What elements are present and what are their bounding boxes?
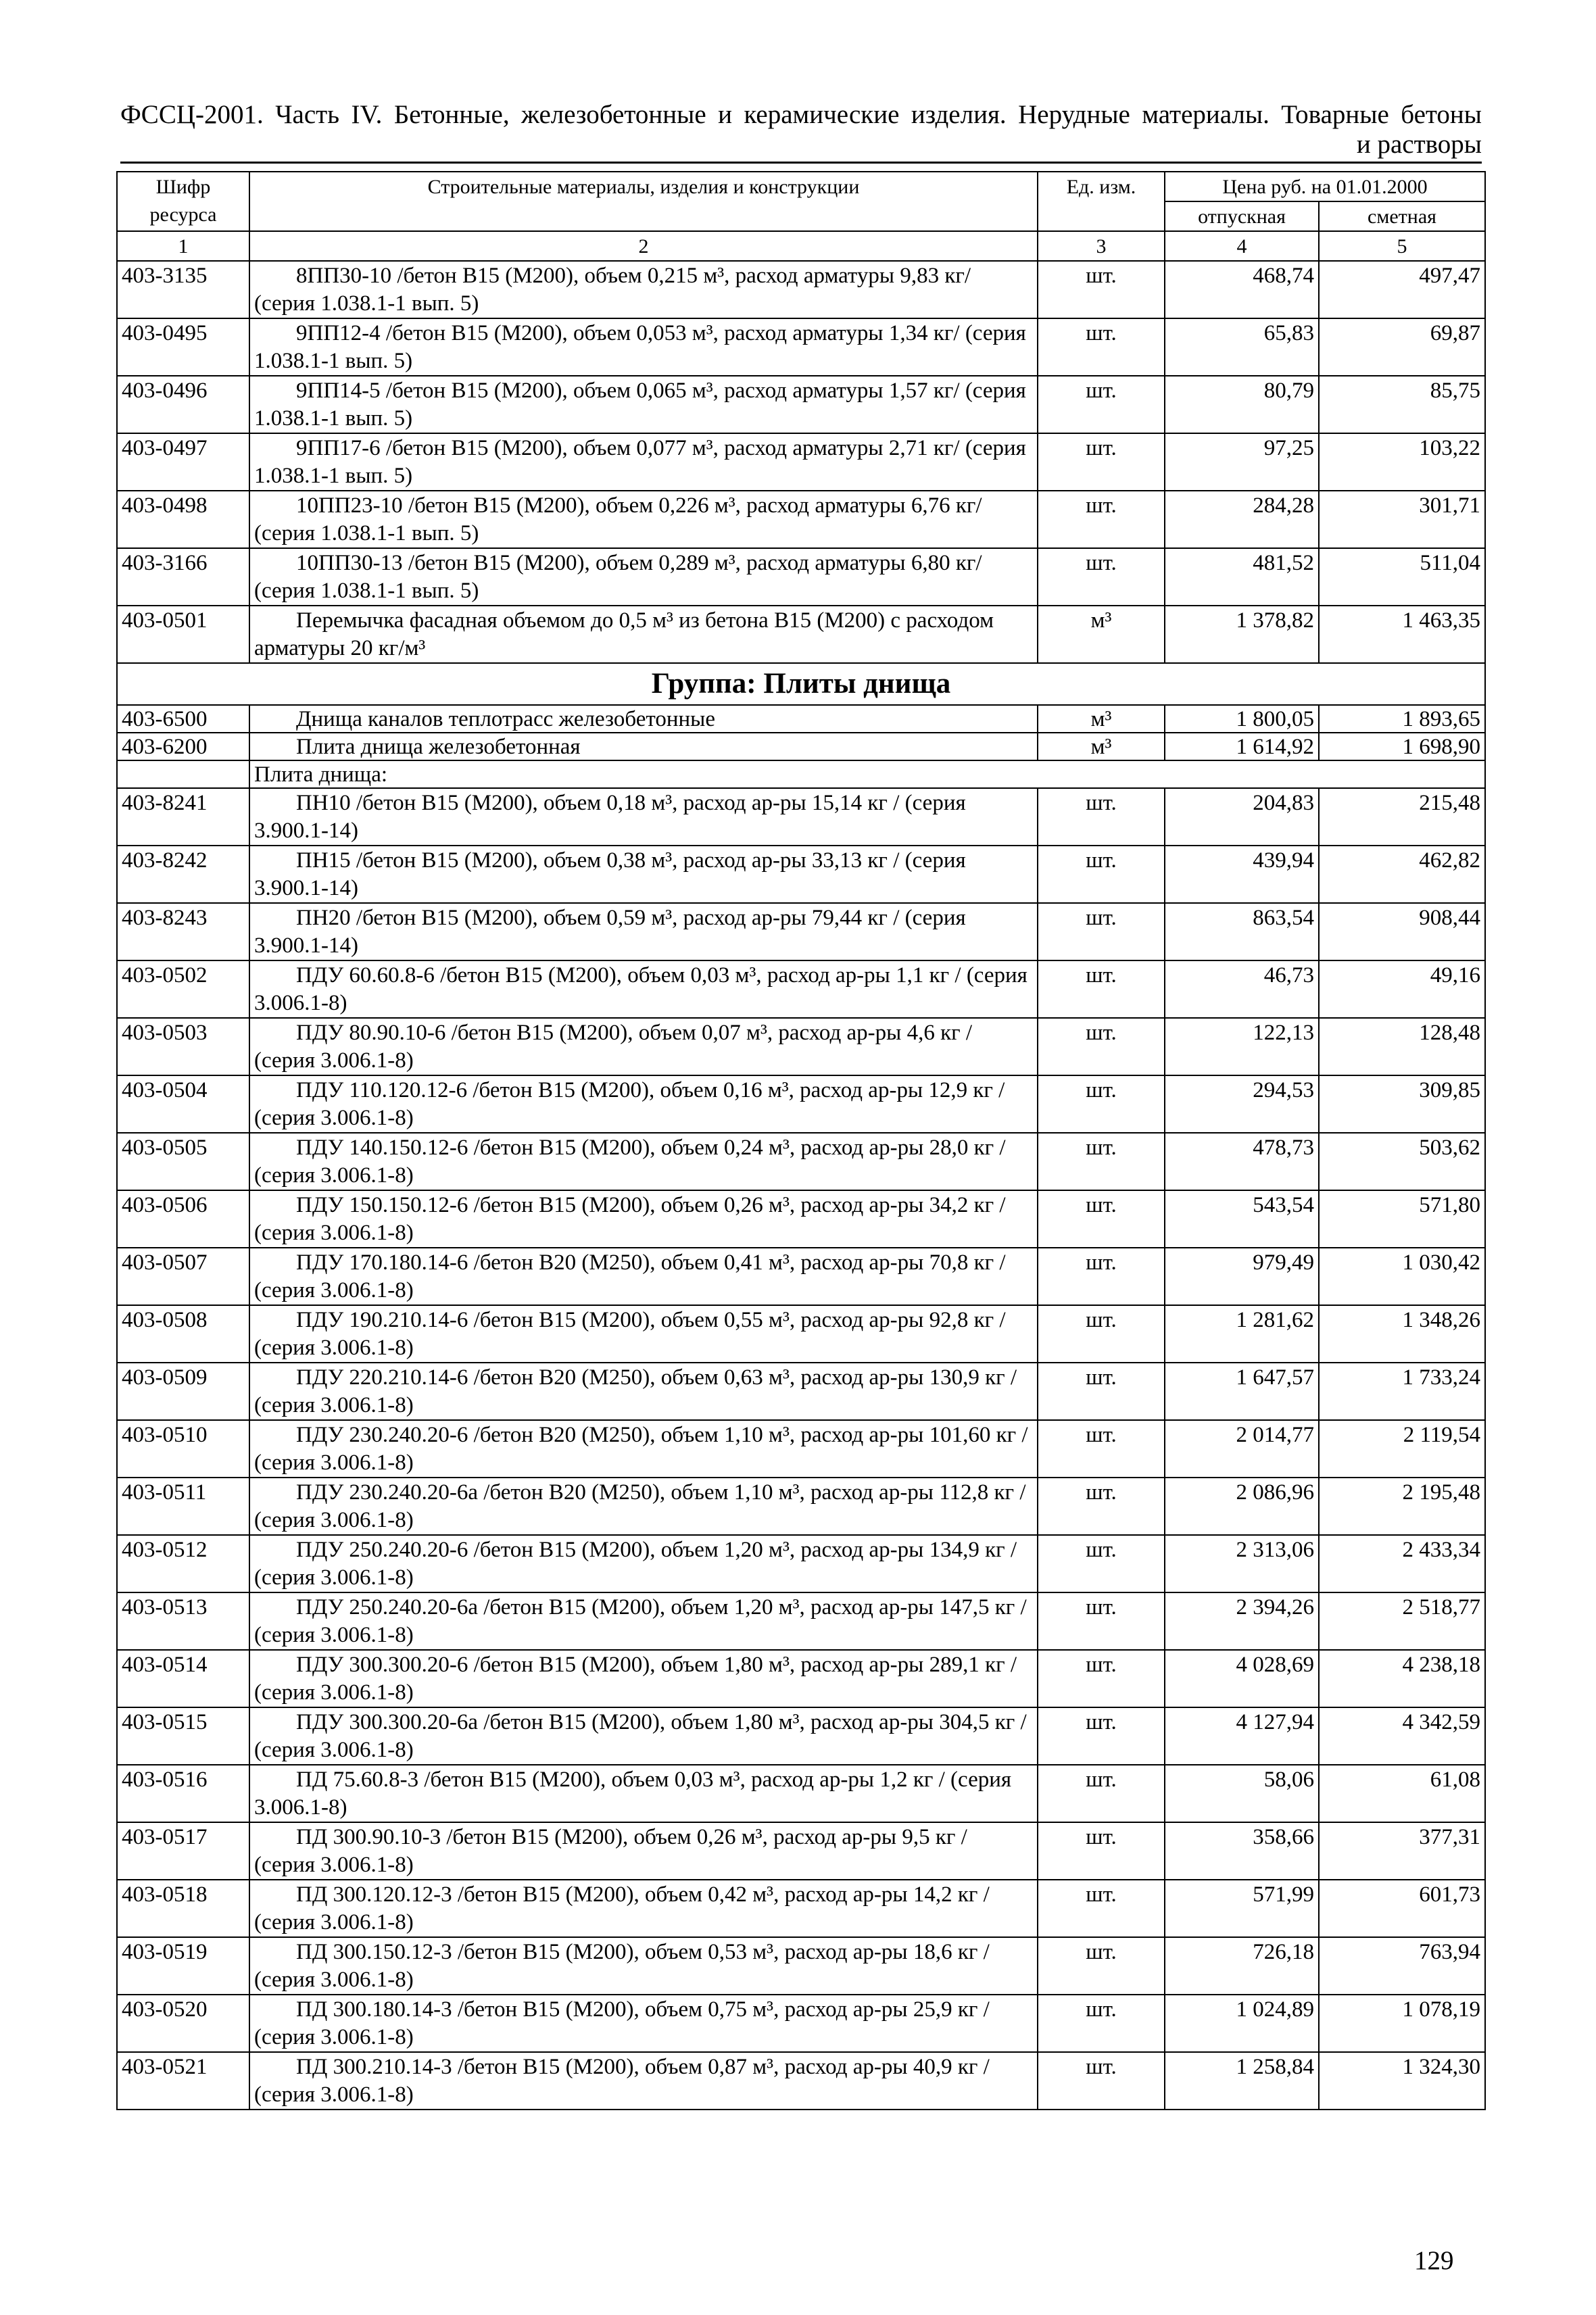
table-row: [117, 1937, 1485, 1995]
estimate-price: 1 893,65: [1319, 705, 1485, 733]
release-price: 358,66: [1165, 1822, 1319, 1880]
unit-of-measure: м³: [1038, 705, 1165, 733]
table-row: [117, 1248, 1485, 1305]
material-description-text: ПД 300.180.14-3 /бетон B15 (М200), объем 0,75 м³, расход ар-ры 25,9 кг / (серия 3.006.1-8): [254, 1997, 990, 2049]
unit-of-measure: шт.: [1038, 1995, 1165, 2052]
table-row: [117, 491, 1485, 548]
resource-code: 403-0503: [117, 1018, 249, 1075]
material-description-text: Плита днища железобетонная: [296, 735, 581, 759]
material-description: [249, 1880, 1038, 1937]
table-row: [117, 606, 1485, 663]
resource-code: 403-0496: [117, 376, 249, 433]
resource-code: 403-0502: [117, 960, 249, 1018]
material-description-text: 8ПП30-10 /бетон B15 (М200), объем 0,215 м³, расход арматуры 9,83 кг/ (серия 1.038.1-1 вып. 5): [254, 264, 971, 316]
unit-of-measure: шт.: [1038, 1592, 1165, 1650]
column-header-unit: Ед. изм.: [1038, 172, 1165, 231]
unit-of-measure: шт.: [1038, 1880, 1165, 1937]
resource-code: 403-0512: [117, 1535, 249, 1592]
unit-of-measure: шт.: [1038, 433, 1165, 491]
table-row: [117, 846, 1485, 903]
page-header: [120, 100, 1482, 160]
material-description-text: ПД 300.120.12-3 /бетон B15 (М200), объем 0,42 м³, расход ар-ры 14,2 кг / (серия 3.006.1-8): [254, 1882, 990, 1934]
material-description: [249, 318, 1038, 376]
material-description: [249, 788, 1038, 846]
material-description: [249, 1650, 1038, 1707]
unit-of-measure: м³: [1038, 606, 1165, 663]
resource-code: 403-3166: [117, 548, 249, 606]
unit-of-measure: шт.: [1038, 1363, 1165, 1420]
estimate-price: 1 324,30: [1319, 2052, 1485, 2110]
material-description: [249, 376, 1038, 433]
table-row: [117, 1018, 1485, 1075]
material-description-text: ПД 300.150.12-3 /бетон B15 (М200), объем 0,53 м³, расход ар-ры 18,6 кг / (серия 3.006.1-8): [254, 1940, 990, 1992]
release-price: 294,53: [1165, 1075, 1319, 1133]
release-price: 979,49: [1165, 1248, 1319, 1305]
table-row: [117, 903, 1485, 960]
material-description: [249, 1363, 1038, 1420]
estimate-price: 85,75: [1319, 376, 1485, 433]
release-price: 2 394,26: [1165, 1592, 1319, 1650]
release-price: 439,94: [1165, 846, 1319, 903]
material-description: [249, 1190, 1038, 1248]
unit-of-measure: шт.: [1038, 1937, 1165, 1995]
material-description: [249, 1420, 1038, 1478]
material-description: [249, 606, 1038, 663]
table-header-row: [117, 172, 1485, 201]
estimate-price: 4 238,18: [1319, 1650, 1485, 1707]
material-description: [249, 1248, 1038, 1305]
material-description-text: 9ПП14-5 /бетон B15 (М200), объем 0,065 м³, расход арматуры 1,57 кг/ (серия 1.038.1-1 вып. 5): [254, 379, 1026, 431]
material-description: [249, 705, 1038, 733]
release-price: 571,99: [1165, 1880, 1319, 1937]
resource-code: 403-0518: [117, 1880, 249, 1937]
price-table: [116, 171, 1486, 2110]
unit-of-measure: шт.: [1038, 1248, 1165, 1305]
column-header-name: Строительные материалы, изделия и конструкции: [249, 172, 1038, 231]
column-number: 4: [1165, 231, 1319, 261]
material-description-text: ПДУ 300.300.20-6 /бетон B15 (М200), объем 1,80 м³, расход ар-ры 289,1 кг / (серия 3.006.1-8): [254, 1653, 1017, 1705]
material-description-text: 10ПП30-13 /бетон B15 (М200), объем 0,289 м³, расход арматуры 6,80 кг/ (серия 1.038.1-1 вып. 5): [254, 551, 982, 603]
resource-code: 403-6200: [117, 733, 249, 760]
estimate-price: 1 078,19: [1319, 1995, 1485, 2052]
release-price: 1 024,89: [1165, 1995, 1319, 2052]
release-price: 726,18: [1165, 1937, 1319, 1995]
unit-of-measure: шт.: [1038, 1305, 1165, 1363]
estimate-price: 377,31: [1319, 1822, 1485, 1880]
unit-of-measure: шт.: [1038, 491, 1165, 548]
resource-code: 403-0509: [117, 1363, 249, 1420]
release-price: 97,25: [1165, 433, 1319, 491]
material-description: [249, 1995, 1038, 2052]
estimate-price: 908,44: [1319, 903, 1485, 960]
material-description: [249, 261, 1038, 318]
release-price: 1 800,05: [1165, 705, 1319, 733]
table-row: [117, 376, 1485, 433]
material-description: [249, 1592, 1038, 1650]
column-number: 3: [1038, 231, 1165, 261]
estimate-price: 1 348,26: [1319, 1305, 1485, 1363]
resource-code: 403-0501: [117, 606, 249, 663]
release-price: 204,83: [1165, 788, 1319, 846]
resource-code: 403-0506: [117, 1190, 249, 1248]
unit-of-measure: шт.: [1038, 1478, 1165, 1535]
table-row: [117, 1075, 1485, 1133]
table-row: [117, 960, 1485, 1018]
release-price: 58,06: [1165, 1765, 1319, 1822]
resource-code: 403-0519: [117, 1937, 249, 1995]
estimate-price: 309,85: [1319, 1075, 1485, 1133]
table-row: [117, 433, 1485, 491]
release-price: 80,79: [1165, 376, 1319, 433]
resource-code: 403-0516: [117, 1765, 249, 1822]
unit-of-measure: шт.: [1038, 1535, 1165, 1592]
column-header-estimate: сметная: [1319, 201, 1485, 231]
estimate-price: 511,04: [1319, 548, 1485, 606]
unit-of-measure: шт.: [1038, 1190, 1165, 1248]
material-description: [249, 1478, 1038, 1535]
estimate-price: 2 195,48: [1319, 1478, 1485, 1535]
estimate-price: 69,87: [1319, 318, 1485, 376]
release-price: 478,73: [1165, 1133, 1319, 1190]
estimate-price: 497,47: [1319, 261, 1485, 318]
estimate-price: 2 119,54: [1319, 1420, 1485, 1478]
estimate-price: 2 433,34: [1319, 1535, 1485, 1592]
material-description-text: ПДУ 230.240.20-6 /бетон B20 (М250), объем 1,10 м³, расход ар-ры 101,60 кг / (серия 3.006.1-8): [254, 1423, 1028, 1475]
estimate-price: 1 698,90: [1319, 733, 1485, 760]
material-description-text: ПДУ 250.240.20-6 /бетон B15 (М200), объем 1,20 м³, расход ар-ры 134,9 кг / (серия 3.006.1-8): [254, 1538, 1017, 1590]
release-price: 122,13: [1165, 1018, 1319, 1075]
unit-of-measure: шт.: [1038, 1133, 1165, 1190]
material-description: [249, 733, 1038, 760]
material-description: [249, 1707, 1038, 1765]
material-description: [249, 1133, 1038, 1190]
table-row: [117, 1650, 1485, 1707]
material-description-text: ПДУ 110.120.12-6 /бетон B15 (М200), объем 0,16 м³, расход ар-ры 12,9 кг / (серия 3.006.1-8): [254, 1078, 1005, 1130]
estimate-price: 1 463,35: [1319, 606, 1485, 663]
release-price: 1 378,82: [1165, 606, 1319, 663]
material-description: [249, 1018, 1038, 1075]
resource-code: 403-0513: [117, 1592, 249, 1650]
table-row: [117, 1133, 1485, 1190]
unit-of-measure: шт.: [1038, 1707, 1165, 1765]
estimate-price: 49,16: [1319, 960, 1485, 1018]
material-description: [249, 1937, 1038, 1995]
release-price: 2 313,06: [1165, 1535, 1319, 1592]
group-title: Группа: Плиты днища: [117, 663, 1485, 705]
material-description: [249, 2052, 1038, 2110]
material-description-text: ПДУ 190.210.14-6 /бетон B15 (М200), объем 0,55 м³, расход ар-ры 92,8 кг / (серия 3.006.1-8): [254, 1308, 1006, 1360]
release-price: 863,54: [1165, 903, 1319, 960]
estimate-price: 462,82: [1319, 846, 1485, 903]
estimate-price: 601,73: [1319, 1880, 1485, 1937]
release-price: 1 614,92: [1165, 733, 1319, 760]
resource-code: 403-0510: [117, 1420, 249, 1478]
material-description: [249, 433, 1038, 491]
table-row: [117, 788, 1485, 846]
material-description-text: Днища каналов теплотрасс железобетонные: [296, 707, 715, 731]
unit-of-measure: шт.: [1038, 1650, 1165, 1707]
column-number: 5: [1319, 231, 1485, 261]
estimate-price: 61,08: [1319, 1765, 1485, 1822]
material-description-text: ПДУ 150.150.12-6 /бетон B15 (М200), объем 0,26 м³, расход ар-ры 34,2 кг / (серия 3.006.1-8): [254, 1193, 1006, 1245]
unit-of-measure: шт.: [1038, 1765, 1165, 1822]
material-description-text: ПДУ 140.150.12-6 /бетон B15 (М200), объем 0,24 м³, расход ар-ры 28,0 кг / (серия 3.006.1-8): [254, 1136, 1006, 1188]
resource-code: 403-0511: [117, 1478, 249, 1535]
release-price: 1 258,84: [1165, 2052, 1319, 2110]
estimate-price: 4 342,59: [1319, 1707, 1485, 1765]
resource-code: 403-0508: [117, 1305, 249, 1363]
unit-of-measure: шт.: [1038, 261, 1165, 318]
release-price: 4 127,94: [1165, 1707, 1319, 1765]
table-row: [117, 1707, 1485, 1765]
resource-code: 403-0517: [117, 1822, 249, 1880]
table-row: [117, 705, 1485, 733]
resource-code: 403-0498: [117, 491, 249, 548]
resource-code: 403-0520: [117, 1995, 249, 2052]
table-row: [117, 1190, 1485, 1248]
unit-of-measure: шт.: [1038, 960, 1165, 1018]
resource-code: 403-6500: [117, 705, 249, 733]
resource-code: 403-0507: [117, 1248, 249, 1305]
release-price: 65,83: [1165, 318, 1319, 376]
unit-of-measure: шт.: [1038, 1075, 1165, 1133]
table-row: [117, 1535, 1485, 1592]
resource-code: 403-0505: [117, 1133, 249, 1190]
resource-code: 403-0514: [117, 1650, 249, 1707]
subheading: [249, 760, 1485, 788]
resource-code: 403-0515: [117, 1707, 249, 1765]
material-description-text: 9ПП17-6 /бетон B15 (М200), объем 0,077 м³, расход арматуры 2,71 кг/ (серия 1.038.1-1 вып. 5): [254, 436, 1026, 488]
subheading-text: Плита днища:: [254, 762, 388, 787]
material-description-text: ПДУ 60.60.8-6 /бетон B15 (М200), объем 0,03 м³, расход ар-ры 1,1 кг / (серия 3.006.1-8): [254, 963, 1027, 1015]
material-description-text: ПДУ 250.240.20-6а /бетон B15 (М200), объем 1,20 м³, расход ар-ры 147,5 кг / (серия 3.006.1-8): [254, 1595, 1027, 1647]
resource-code: 403-0504: [117, 1075, 249, 1133]
table-row: [117, 1765, 1485, 1822]
estimate-price: 2 518,77: [1319, 1592, 1485, 1650]
material-description-text: Перемычка фасадная объемом до 0,5 м³ из бетона B15 (М200) с расходом арматуры 20 кг/м³: [254, 608, 994, 660]
material-description-text: ПН20 /бетон B15 (М200), объем 0,59 м³, расход ар-ры 79,44 кг / (серия 3.900.1-14): [254, 906, 966, 958]
material-description: [249, 548, 1038, 606]
table-row: [117, 2052, 1485, 2110]
table-row: [117, 1822, 1485, 1880]
table-row: [117, 1363, 1485, 1420]
price-table-body: [117, 172, 1485, 2110]
unit-of-measure: шт.: [1038, 548, 1165, 606]
table-row: [117, 733, 1485, 760]
unit-of-measure: шт.: [1038, 376, 1165, 433]
release-price: 468,74: [1165, 261, 1319, 318]
estimate-price: 1 733,24: [1319, 1363, 1485, 1420]
column-number: 2: [249, 231, 1038, 261]
table-row: [117, 1880, 1485, 1937]
estimate-price: 215,48: [1319, 788, 1485, 846]
table-row: [117, 1592, 1485, 1650]
estimate-price: 763,94: [1319, 1937, 1485, 1995]
table-row: [117, 1420, 1485, 1478]
unit-of-measure: шт.: [1038, 788, 1165, 846]
material-description-text: ПДУ 170.180.14-6 /бетон B20 (М250), объем 0,41 м³, расход ар-ры 70,8 кг / (серия 3.006.1-8): [254, 1250, 1006, 1302]
unit-of-measure: м³: [1038, 733, 1165, 760]
resource-code: 403-0521: [117, 2052, 249, 2110]
table-row: [117, 1305, 1485, 1363]
material-description: [249, 1765, 1038, 1822]
resource-code: 403-0497: [117, 433, 249, 491]
column-header-release: отпускная: [1165, 201, 1319, 231]
resource-code: [117, 760, 249, 788]
material-description-text: ПН15 /бетон B15 (М200), объем 0,38 м³, расход ар-ры 33,13 кг / (серия 3.900.1-14): [254, 848, 966, 900]
estimate-price: 103,22: [1319, 433, 1485, 491]
resource-code: 403-8242: [117, 846, 249, 903]
material-description-text: ПН10 /бетон B15 (М200), объем 0,18 м³, расход ар-ры 15,14 кг / (серия 3.900.1-14): [254, 791, 966, 843]
column-number: 1: [117, 231, 249, 261]
material-description-text: ПД 300.210.14-3 /бетон B15 (М200), объем 0,87 м³, расход ар-ры 40,9 кг / (серия 3.006.1-8): [254, 2055, 990, 2107]
release-price: 1 647,57: [1165, 1363, 1319, 1420]
material-description-text: ПД 75.60.8-3 /бетон B15 (М200), объем 0,03 м³, расход ар-ры 1,2 кг / (серия 3.006.1-8): [254, 1768, 1012, 1820]
table-row: [117, 548, 1485, 606]
unit-of-measure: шт.: [1038, 903, 1165, 960]
estimate-price: 571,80: [1319, 1190, 1485, 1248]
estimate-price: 128,48: [1319, 1018, 1485, 1075]
unit-of-measure: шт.: [1038, 1822, 1165, 1880]
estimate-price: 503,62: [1319, 1133, 1485, 1190]
column-header-price: Цена руб. на 01.01.2000: [1165, 172, 1485, 201]
page-header-line2: и растворы: [1356, 130, 1482, 159]
table-row: [117, 1478, 1485, 1535]
material-description-text: ПДУ 300.300.20-6а /бетон B15 (М200), объем 1,80 м³, расход ар-ры 304,5 кг / (серия 3.006.1-8): [254, 1710, 1027, 1762]
unit-of-measure: шт.: [1038, 318, 1165, 376]
material-description: [249, 1075, 1038, 1133]
release-price: 2 014,77: [1165, 1420, 1319, 1478]
material-description-text: ПДУ 80.90.10-6 /бетон B15 (М200), объем 0,07 м³, расход ар-ры 4,6 кг / (серия 3.006.1-8): [254, 1021, 973, 1073]
table-row: [117, 318, 1485, 376]
column-header-code: Шифр ресурса: [117, 172, 249, 231]
table-row: [117, 1995, 1485, 2052]
resource-code: 403-3135: [117, 261, 249, 318]
unit-of-measure: шт.: [1038, 2052, 1165, 2110]
material-description: [249, 846, 1038, 903]
subheading-row: [117, 760, 1485, 788]
unit-of-measure: шт.: [1038, 846, 1165, 903]
page-number: 129: [1414, 2246, 1454, 2275]
release-price: 481,52: [1165, 548, 1319, 606]
material-description-text: ПДУ 220.210.14-6 /бетон B20 (М250), объем 0,63 м³, расход ар-ры 130,9 кг / (серия 3.006.1-8): [254, 1365, 1017, 1417]
release-price: 1 281,62: [1165, 1305, 1319, 1363]
table-row: [117, 261, 1485, 318]
resource-code: 403-8243: [117, 903, 249, 960]
page-header-line1: ФССЦ-2001. Часть IV. Бетонные, железобетонные и керамические изделия. Нерудные материалы. Товарные бетоны: [120, 100, 1482, 129]
resource-code: 403-0495: [117, 318, 249, 376]
column-number-row: [117, 231, 1485, 261]
release-price: 46,73: [1165, 960, 1319, 1018]
material-description: [249, 1535, 1038, 1592]
estimate-price: 301,71: [1319, 491, 1485, 548]
material-description-text: 10ПП23-10 /бетон B15 (М200), объем 0,226 м³, расход арматуры 6,76 кг/ (серия 1.038.1-1 вып. 5): [254, 493, 982, 545]
unit-of-measure: шт.: [1038, 1018, 1165, 1075]
resource-code: 403-8241: [117, 788, 249, 846]
estimate-price: 1 030,42: [1319, 1248, 1485, 1305]
release-price: 4 028,69: [1165, 1650, 1319, 1707]
release-price: 543,54: [1165, 1190, 1319, 1248]
release-price: 2 086,96: [1165, 1478, 1319, 1535]
material-description-text: 9ПП12-4 /бетон B15 (М200), объем 0,053 м³, расход арматуры 1,34 кг/ (серия 1.038.1-1 вып. 5): [254, 321, 1026, 373]
material-description: [249, 1822, 1038, 1880]
header-rule: [120, 162, 1482, 164]
material-description: [249, 960, 1038, 1018]
material-description: [249, 1305, 1038, 1363]
group-heading-row: [117, 663, 1485, 705]
unit-of-measure: шт.: [1038, 1420, 1165, 1478]
material-description: [249, 491, 1038, 548]
material-description: [249, 903, 1038, 960]
release-price: 284,28: [1165, 491, 1319, 548]
material-description-text: ПДУ 230.240.20-6а /бетон B20 (М250), объем 1,10 м³, расход ар-ры 112,8 кг / (серия 3.006.1-8): [254, 1480, 1026, 1532]
material-description-text: ПД 300.90.10-3 /бетон B15 (М200), объем 0,26 м³, расход ар-ры 9,5 кг / (серия 3.006.1-8): [254, 1825, 967, 1877]
